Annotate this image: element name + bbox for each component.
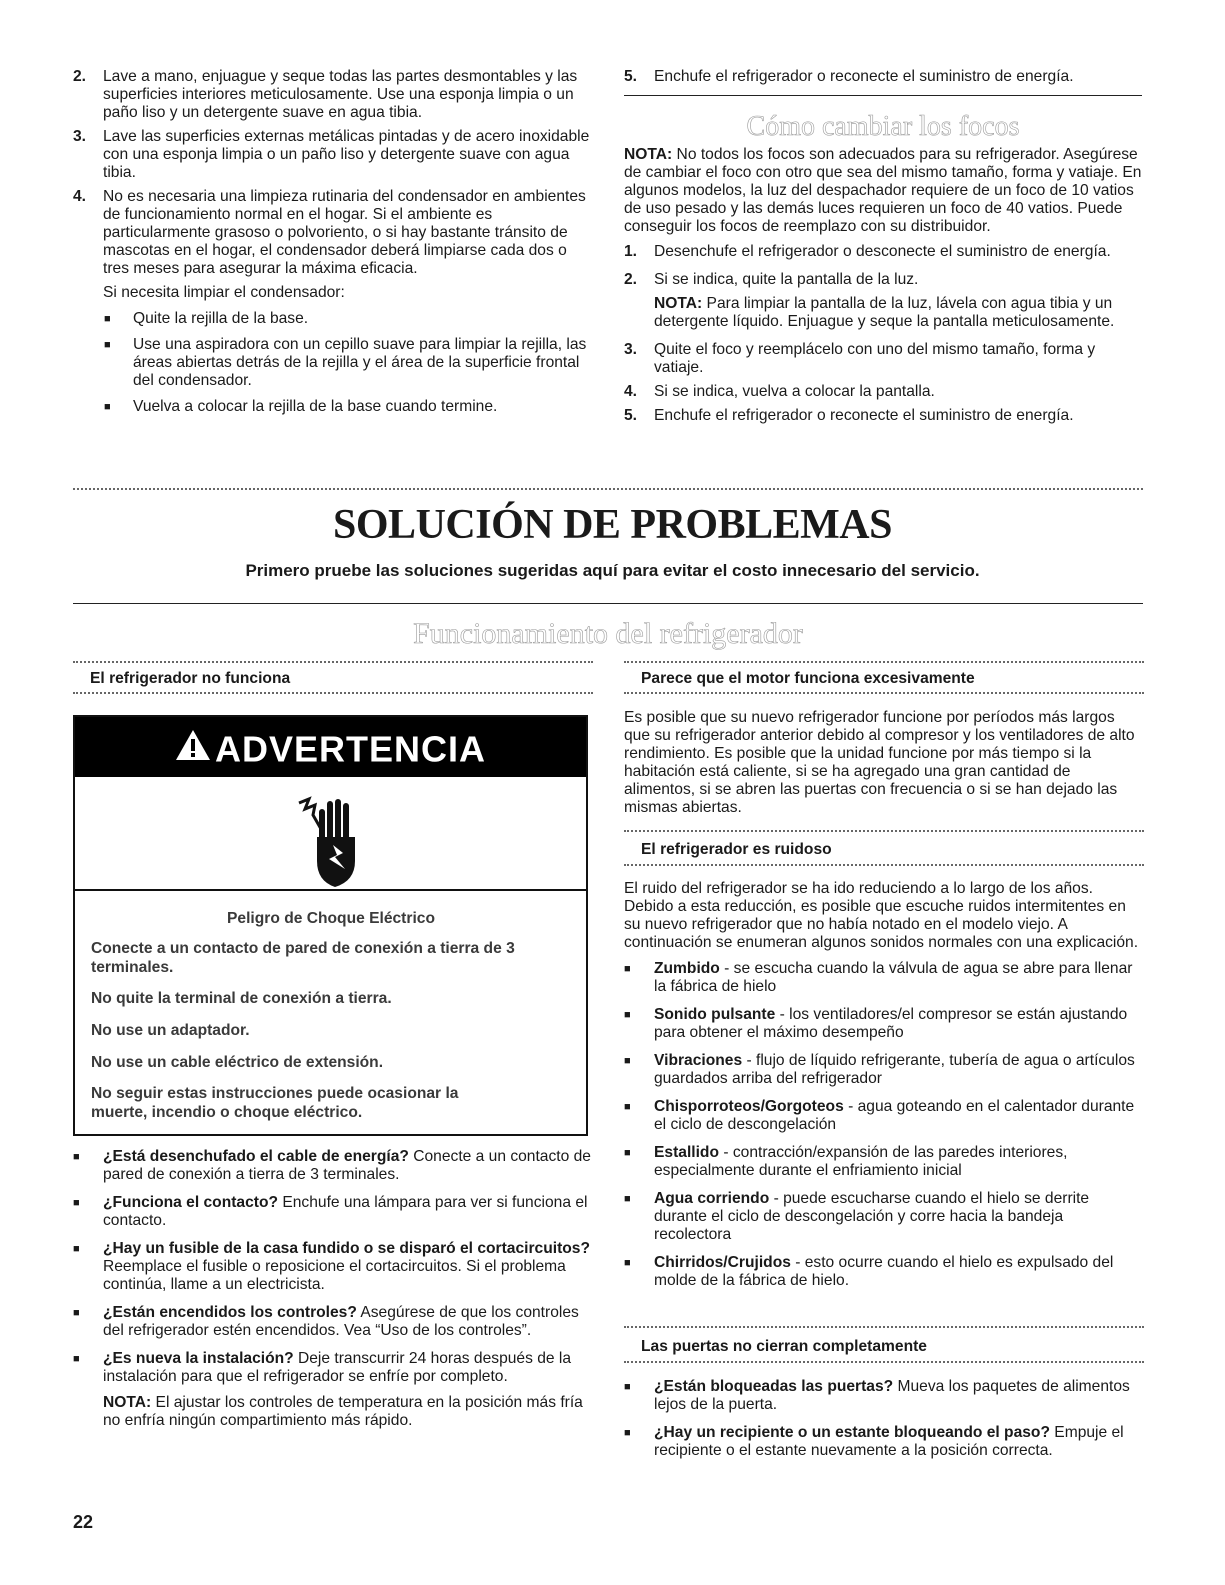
list-item [624,1190,1140,1244]
item-text: Si se indica, quite la pantalla de la luz. [654,271,919,288]
top-left-column [73,68,593,422]
bullet-icon: ■ [624,1147,631,1159]
motor-paragraph: Es posible que su nuevo refrigerador funcione por períodos más largos que su refrigerador anterior debido al compresor y los ventiladores de alto rendimiento. Es posible que la unidad funcione por más tiempo si la habitación está caliente, si se ha agregado una gran cantidad de alimentos, si se abren las puertas con frecuencia o si se han dejado las mismas abiertas. [624,709,1135,816]
note-text: Para limpiar la pantalla de la luz, lávela con agua tibia y un detergente líquido. Enjuague y seque la pantalla meticulosamente. [654,295,1115,330]
bullet-icon: ■ [104,339,111,351]
question: ¿Es nueva la instalación? [103,1350,294,1367]
final-note [73,1394,593,1430]
bullet-icon: ■ [73,1197,80,1209]
sound-desc: - esto ocurre cuando el hielo es expulsado del molde de la fábrica de hielo. [654,1254,1114,1289]
bullet-icon: ■ [73,1307,80,1319]
list-item [624,341,1144,377]
divider [73,603,1143,604]
list-item [624,243,1144,261]
list-item [624,960,1140,996]
list-item [624,271,1144,331]
dotted-divider [624,1326,1144,1328]
item-number: 5. [624,68,638,85]
subhead-puertas: Las puertas no cierran completamente [641,1338,927,1355]
question: ¿Hay un fusible de la casa fundido o se disparó el cortacircuitos? [103,1240,590,1257]
dotted-divider [73,692,593,694]
dotted-divider [624,830,1144,832]
doors-section [624,1378,1140,1466]
answer: Mueva los paquetes de alimentos lejos de la puerta. [654,1378,1130,1413]
subhead-no-funciona: El refrigerador no funciona [90,670,291,687]
item-text: Lave a mano, enjuague y seque todas las partes desmontables y las superficies interiores meticulosamente. Use una esponja limpia o un paño liso y un detergente suave en agua tibia. [103,68,578,121]
answer: Conecte a un contacto de pared de conexión a tierra de 3 terminales. [103,1148,591,1183]
note-label: NOTA: [103,1394,152,1411]
page-number: 22 [73,1512,94,1532]
divider [75,889,586,891]
note-text: El ajustar los controles de temperatura en la posición más fría no enfría ningún compartimiento más rápido. [103,1394,583,1429]
answer: Empuje el recipiente o el estante nuevamente a la posición correcta. [654,1424,1124,1459]
dotted-divider [624,864,1144,866]
step-note [654,295,1144,331]
list-item [624,1052,1140,1088]
sound-desc: - se escucha cuando la válvula de agua se abre para llenar la fábrica de hielo [654,960,1133,995]
bullet-icon: ■ [624,1427,631,1439]
list-item [73,188,593,278]
bullet-icon: ■ [624,1193,631,1205]
list-item [624,1144,1140,1180]
warning-line: No use un adaptador. [91,1022,250,1039]
answer: Deje transcurrir 24 horas después de la instalación para que el refrigerador se enfríe por completo. [103,1350,572,1385]
bullet-icon: ■ [624,1381,631,1393]
warning-line: No use un cable eléctrico de extensión. [91,1054,384,1071]
list-item [73,68,593,122]
sound-desc: - agua goteando en el calentador durante el ciclo de descongelación [654,1098,1135,1133]
warning-title: ADVERTENCIA [214,728,486,770]
item-number: 2. [73,68,87,85]
bullet-icon: ■ [73,1353,80,1365]
section-heading: Funcionamiento del refrigerador [413,617,803,650]
bullet-icon: ■ [73,1151,80,1163]
bullet-icon: ■ [624,1009,631,1021]
bullet-icon: ■ [624,1055,631,1067]
section-heading-focos: Cómo cambiar los focos [746,111,1020,142]
bullet-text: Quite la rejilla de la base. [133,310,309,327]
dotted-divider [73,661,593,663]
sound-name: Agua corriendo [654,1190,770,1207]
list-item [624,1378,1140,1414]
dotted-divider [624,661,1144,663]
list-item [624,68,1144,86]
answer: Reemplace el fusible o reposicione el cortacircuitos. Si el problema continúa, llame a un electricista. [103,1258,566,1293]
warning-line: No seguir estas instrucciones puede ocasionar la muerte, incendio o choque eléctrico. [91,1085,459,1121]
list-item [73,310,593,328]
list-item [73,336,593,390]
bullet-icon: ■ [624,963,631,975]
sound-desc: - los ventiladores/el compresor se están ajustando para obtener el máximo desempeño [654,1006,1128,1041]
list-item [73,1240,593,1294]
sound-name: Vibraciones [654,1052,743,1069]
item-text: Enchufe el refrigerador o reconecte el suministro de energía. [654,407,1074,424]
list-item [73,1194,593,1230]
bullet-icon: ■ [104,313,111,325]
condenser-intro [73,284,593,302]
top-right-column [624,68,1144,92]
noise-paragraph: El ruido del refrigerador se ha ido reduciendo a lo largo de los años. Debido a esta reducción, es posible que escuche ruidos intermitentes en su nuevo refrigerador que no había notado en el modelo viejo. A continuación se enumeran algunos sonidos normales con una explicación. [624,880,1139,951]
note-text: No todos los focos son adecuados para su refrigerador. Asegúrese de cambiar el foco con otro que sea del mismo tamaño, forma y vatiaje. En algunos modelos, la luz del despachador requiere de un foco de 10 vatios de uso pesado y las demás luces requieren un foco de 40 vatios. Puede conseguir los focos de reemplazo con su distribuidor. [624,146,1142,235]
item-number: 1. [624,243,638,260]
sound-name: Chirridos/Crujidos [654,1254,791,1271]
list-item [624,1424,1140,1460]
dotted-divider [624,1361,1144,1363]
warning-header [75,717,586,777]
warning-line: Conecte a un contacto de pared de conexión a tierra de 3 terminales. [91,940,515,976]
noise-section [624,880,1140,1296]
warning-triangle-icon [175,719,211,779]
question: ¿Está desenchufado el cable de energía? [103,1148,409,1165]
bullet-icon: ■ [104,401,111,413]
sound-name: Chisporroteos/Gorgoteos [654,1098,844,1115]
page-title: SOLUCIÓN DE PROBLEMAS [333,502,892,548]
bullet-icon: ■ [624,1101,631,1113]
bullet-text: Vuelva a colocar la rejilla de la base cuando termine. [133,398,498,415]
sound-desc: - puede escucharse cuando el hielo se derrite durante el ciclo de descongelación y corre hacia la bandeja recolectora [654,1190,1090,1243]
sound-name: Zumbido [654,960,720,977]
item-number: 2. [624,271,638,288]
warning-line: No quite la terminal de conexión a tierra. [91,990,392,1007]
motor-text [624,709,1140,823]
list-item [624,1254,1140,1290]
item-text: Lave las superficies externas metálicas pintadas y de acero inoxidable con una esponja limpia o un paño liso y detergente suave con agua tibia. [103,128,590,181]
list-item [624,407,1144,425]
dotted-divider [624,692,1144,694]
list-item [73,1304,593,1340]
item-text: No es necesaria una limpieza rutinaria del condensador en ambientes de funcionamiento normal en el hogar. Si el ambiente es particularmente grasoso o polvoriento, o si hay bastante tránsito de mascotas en el hogar, el condensador deberá limpiarse cada dos o tres meses para asegurar la máxima eficacia. [103,188,586,277]
list-item [73,128,593,182]
item-number: 4. [73,188,87,205]
item-text: Desenchufe el refrigerador o desconecte el suministro de energía. [654,243,1111,260]
item-number: 5. [624,407,638,424]
sound-name: Sonido pulsante [654,1006,776,1023]
subhead-ruidoso: El refrigerador es ruidoso [641,841,832,858]
list-item [624,1006,1140,1042]
answer: Enchufe una lámpara para ver si funciona el contacto. [103,1194,588,1229]
list-item [73,398,593,416]
question: ¿Hay un recipiente o un estante bloqueando el paso? [654,1424,1050,1441]
bulb-instructions [624,146,1144,431]
answer: Asegúrese de que los controles del refrigerador estén encendidos. Vea “Uso de los controles”. [103,1304,579,1339]
sound-desc: - contracción/expansión de las paredes interiores, especialmente durante el enfriamiento inicial [654,1144,1068,1179]
question: ¿Están bloqueadas las puertas? [654,1378,894,1395]
page-subtitle: Primero pruebe las soluciones sugeridas aquí para evitar el costo innecesario del servicio. [245,561,980,580]
note-label: NOTA: [654,295,703,312]
bulb-note [624,146,1144,236]
dotted-divider [73,488,1143,490]
list-item [624,383,1144,401]
list-item [73,1148,593,1184]
bullet-text: Use una aspiradora con un cepillo suave para limpiar la rejilla, las áreas abiertas detrás de la rejilla y el área de la superficie frontal del condensador. [133,336,587,389]
hazard-label: Peligro de Choque Eléctrico [227,910,435,927]
item-text: Quite el foco y reemplácelo con uno del mismo tamaño, forma y vatiaje. [654,341,1096,376]
item-number: 3. [624,341,638,358]
condenser-intro-text: Si necesita limpiar el condensador: [103,284,345,301]
item-text: Si se indica, vuelva a colocar la pantalla. [654,383,935,400]
list-item [73,1350,593,1386]
item-number: 4. [624,383,638,400]
bullet-icon: ■ [624,1257,631,1269]
no-funciona-checklist [73,1148,593,1436]
bullet-icon: ■ [73,1243,80,1255]
question: ¿Funciona el contacto? [103,1194,279,1211]
subhead-motor: Parece que el motor funciona excesivamente [641,670,975,687]
list-item [624,1098,1140,1134]
item-text: Enchufe el refrigerador o reconecte el suministro de energía. [654,68,1074,85]
shock-hazard-icon [295,789,367,899]
item-number: 3. [73,128,87,145]
sound-desc: - flujo de líquido refrigerante, tubería de agua o artículos guardados arriba del refrigerador [654,1052,1135,1087]
sound-name: Estallido [654,1144,719,1161]
question: ¿Están encendidos los controles? [103,1304,357,1321]
note-label: NOTA: [624,146,673,163]
divider [624,95,1142,96]
warning-box [73,715,588,1136]
